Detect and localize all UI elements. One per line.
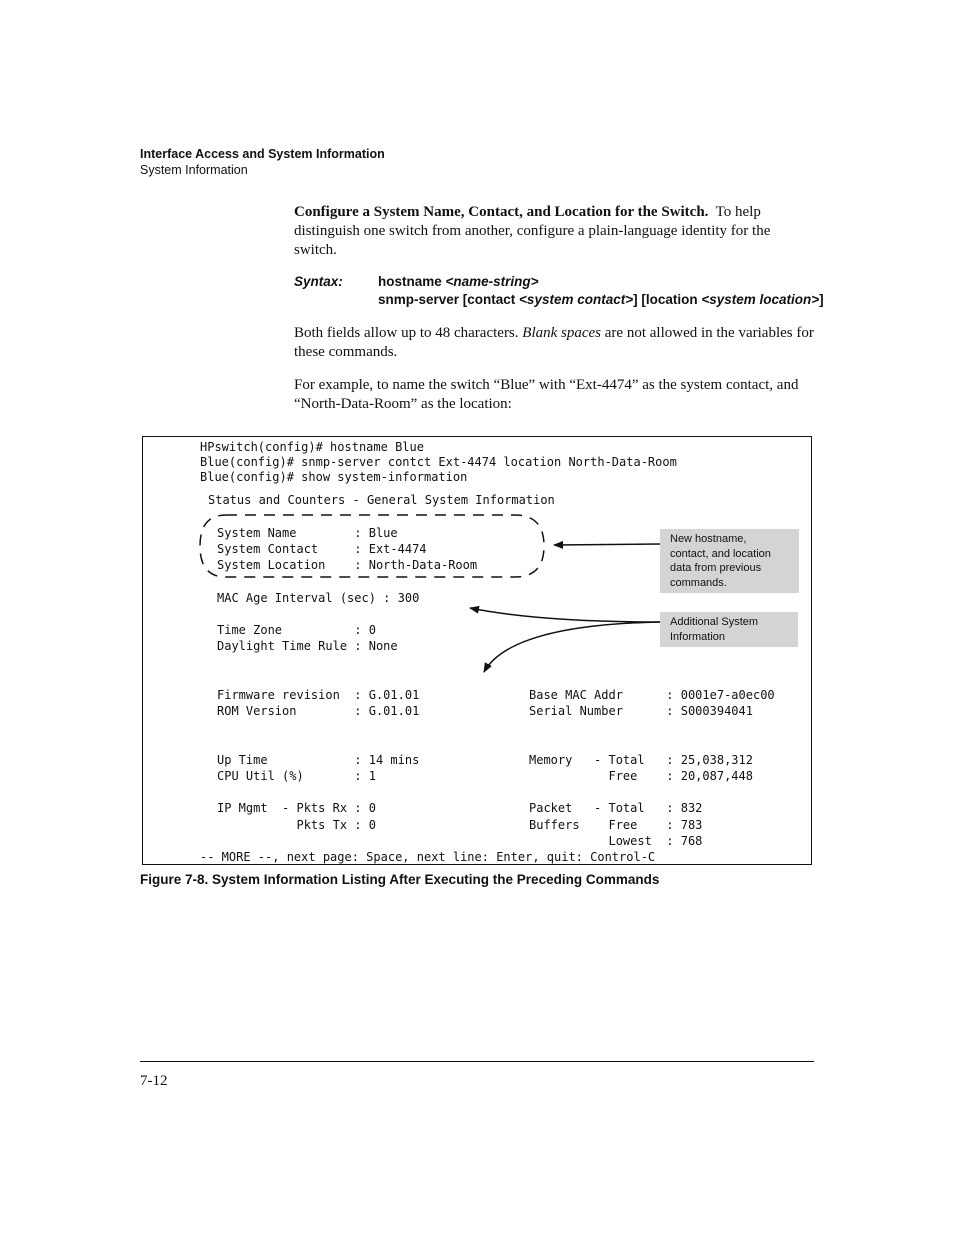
terminal-system-contact: System Contact : Ext-4474 xyxy=(217,542,427,556)
syntax-label: Syntax: xyxy=(294,274,343,289)
terminal-cmd-snmp: Blue(config)# snmp-server contct Ext-4474 location North-Data-Room xyxy=(200,455,677,469)
fields-a: Both fields allow up to 48 characters. xyxy=(294,325,523,341)
page-number: 7-12 xyxy=(140,1073,168,1089)
syntax-snmp-d: <system location> xyxy=(701,292,820,307)
terminal-buffers-total: Packet - Total : 832 xyxy=(529,801,703,815)
callout-arrow-2a xyxy=(470,608,660,622)
terminal-pkts-tx: Pkts Tx : 0 xyxy=(217,818,376,832)
terminal-cmd-show: Blue(config)# show system-information xyxy=(200,470,468,484)
terminal-system-name: System Name : Blue xyxy=(217,526,398,540)
callout-additional-info xyxy=(660,612,798,647)
terminal-buffers-free: Buffers Free : 783 xyxy=(529,818,703,832)
running-header-section: System Information xyxy=(140,163,248,177)
fields-em: Blank spaces xyxy=(522,325,602,341)
syntax-hostname-arg: <name-string> xyxy=(445,274,539,289)
syntax-hostname-cmd: hostname xyxy=(378,274,446,289)
intro-text: To help distinguish one switch from another, configure a plain-language identity for the switch. xyxy=(294,204,771,258)
terminal-more-prompt: -- MORE --, next page: Space, next line: Enter, quit: Control-C xyxy=(200,850,656,864)
callout-1-line-2: contact, and location xyxy=(670,547,771,560)
terminal-cmd-hostname: HPswitch(config)# hostname Blue xyxy=(200,440,424,454)
terminal-serial: Serial Number : S000394041 xyxy=(529,704,753,718)
callout-arrow-2b xyxy=(484,622,660,672)
intro-lead: Configure a System Name, Contact, and Location for the Switch. xyxy=(294,204,709,220)
callout-1-line-3: data from previous xyxy=(670,562,762,574)
callout-1-line-4: commands. xyxy=(670,576,727,589)
terminal-base-mac: Base MAC Addr : 0001e7-a0ec00 xyxy=(529,688,775,702)
terminal-buffers-lowest: Lowest : 768 xyxy=(529,834,703,848)
callout-2-line-2: Information xyxy=(670,630,726,643)
terminal-firmware: Firmware revision : G.01.01 xyxy=(217,688,420,702)
terminal-up-time: Up Time : 14 mins xyxy=(217,753,420,767)
callout-2-line-1: Additional System xyxy=(670,616,759,628)
terminal-system-location: System Location : North-Data-Room xyxy=(217,558,478,572)
terminal-time-zone: Time Zone : 0 xyxy=(217,623,376,637)
terminal-daylight: Daylight Time Rule : None xyxy=(217,639,398,653)
terminal-title: Status and Counters - General System Information xyxy=(208,493,555,507)
callout-arrow-1 xyxy=(554,544,660,545)
syntax-snmp-e: ] xyxy=(819,292,824,307)
figure-caption: Figure 7-8. System Information Listing After Executing the Preceding Commands xyxy=(140,872,660,887)
terminal-memory-free: Free : 20,087,448 xyxy=(529,769,753,783)
running-header-chapter: Interface Access and System Information xyxy=(140,147,385,161)
terminal-cpu-util: CPU Util (%) : 1 xyxy=(217,769,376,783)
callout-1-line-1: New hostname, xyxy=(670,533,747,545)
syntax-snmp-b: <system contact> xyxy=(519,292,634,307)
footer-rule xyxy=(140,1061,814,1062)
example-paragraph: For example, to name the switch “Blue” with “Ext-4474” as the system contact, and “North-Data-Room” as the location: xyxy=(294,377,799,412)
syntax-snmp-a: snmp-server [contact xyxy=(378,292,520,307)
dashed-highlight-outline xyxy=(200,515,544,577)
callout-new-hostname xyxy=(660,529,799,593)
terminal-rom-version: ROM Version : G.01.01 xyxy=(217,704,420,718)
terminal-memory-total: Memory - Total : 25,038,312 xyxy=(529,753,753,767)
syntax-snmp-c: ] [location xyxy=(633,292,702,307)
fields-b: are not allowed in the variables for these commands. xyxy=(294,325,814,360)
terminal-pkts-rx: IP Mgmt - Pkts Rx : 0 xyxy=(217,801,376,815)
terminal-mac-age: MAC Age Interval (sec) : 300 xyxy=(217,591,420,605)
